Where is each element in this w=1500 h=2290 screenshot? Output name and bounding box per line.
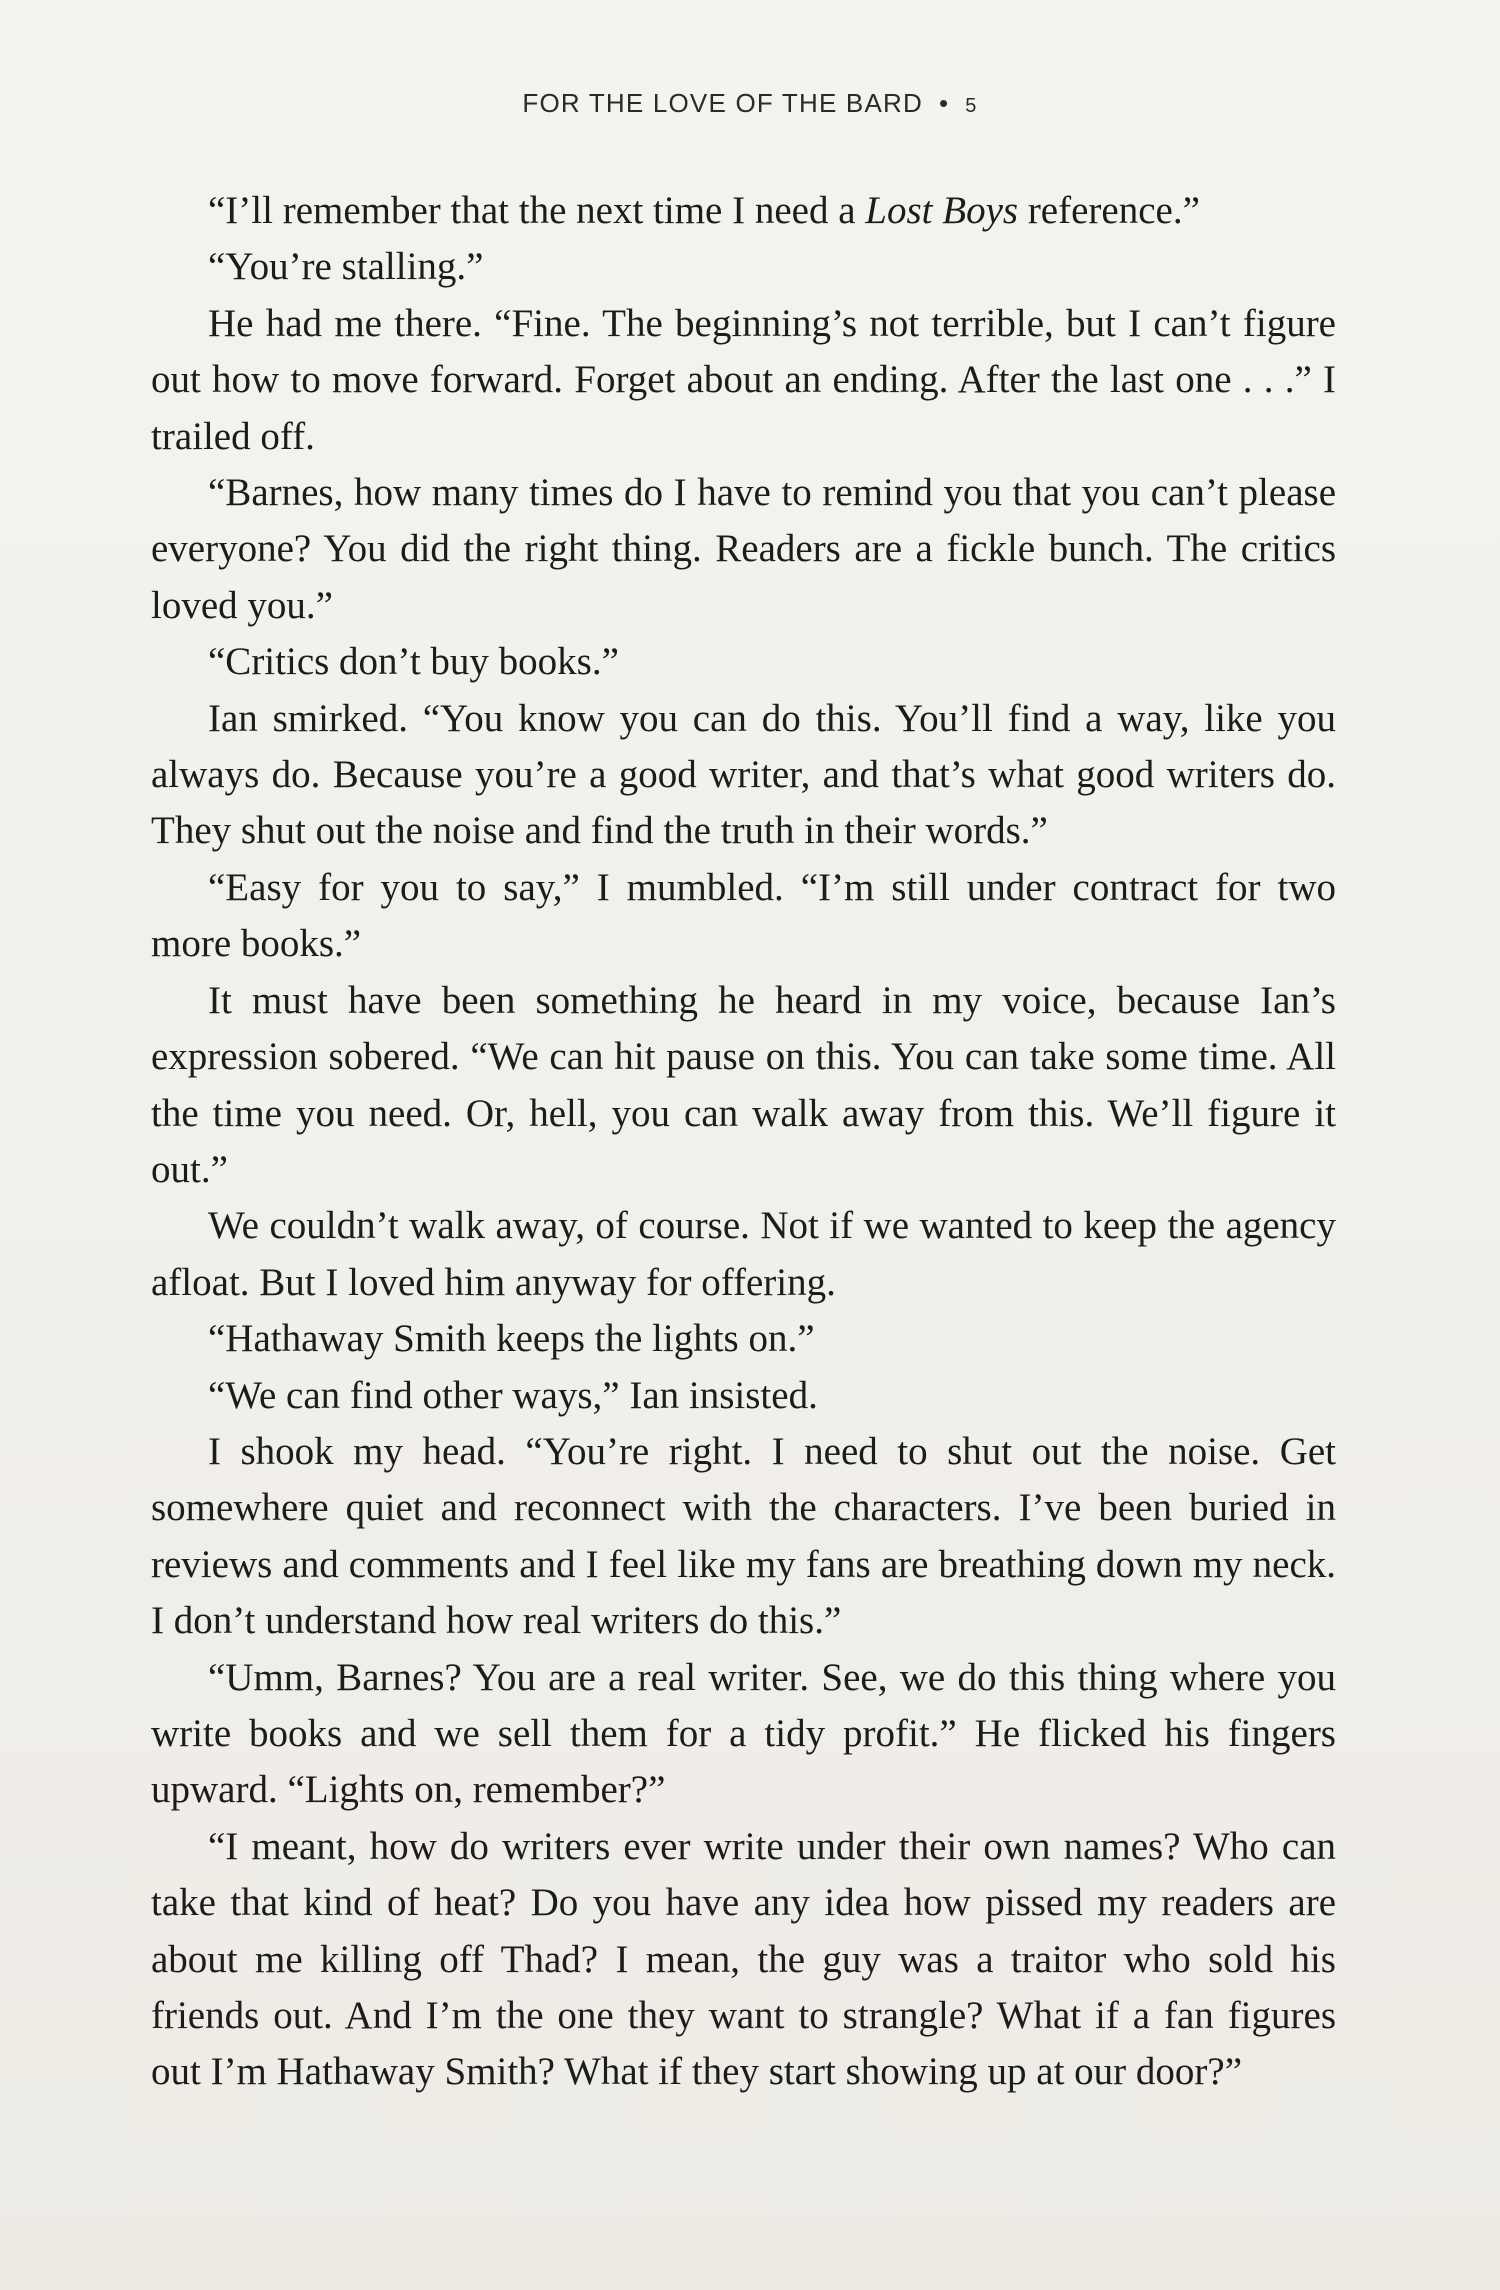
paragraph: “Umm, Barnes? You are a real writer. See, we do this thing where you write books and we sell them for a tidy profit.” He flicked his fingers upward. “Lights on, remember?”: [151, 1655, 1336, 1812]
paragraph: “I meant, how do writers ever write under their own names? Who can take that kind of heat? Do you have any idea how pissed my readers are about me killing off Thad? I mean, the guy was a traitor who sold his friends out. And I’m the one they want to strangle? What if a fan figures out I’m Hathaway Smith? What if they start showing up at our door?”: [151, 1824, 1336, 2094]
running-head: [0, 88, 1500, 119]
paragraph: Ian smirked. “You know you can do this. You’ll find a way, like you always do. Because you’re a good writer, and that’s what good writers do. They shut out the noise and find the truth in their words.”: [151, 696, 1336, 853]
paragraph: “I’ll remember that the next time I need a Lost Boys reference.”: [208, 189, 1200, 232]
running-head-separator: •: [938, 88, 950, 118]
page-number: 5: [965, 95, 978, 117]
paragraph: “Barnes, how many times do I have to remind you that you can’t please everyone? You did the right thing. Readers are a fickle bunch. The critics loved you.”: [151, 471, 1336, 627]
paragraph: “We can find other ways,” Ian insisted.: [208, 1373, 818, 1417]
paragraph: “Critics don’t buy books.”: [208, 640, 619, 684]
paragraph: I shook my head. “You’re right. I need to shut out the noise. Get somewhere quiet and reconnect with the characters. I’ve been buried in reviews and comments and I feel like my fans are breathing down my neck. I don’t understand how real writers do this.”: [151, 1429, 1336, 1643]
paragraph: “Easy for you to say,” I mumbled. “I’m still under contract for two more books.”: [151, 865, 1336, 966]
book-title-italic: Lost Boys: [865, 189, 1019, 232]
body-text: [151, 183, 1336, 2101]
paragraph: “You’re stalling.”: [208, 245, 484, 289]
paragraph: It must have been something he heard in my voice, because Ian’s expression sobered. “We can hit pause on this. You can take some time. All the time you need. Or, hell, you can walk away from this. We’ll figure it out.”: [151, 978, 1336, 1191]
paragraph: We couldn’t walk away, of course. Not if we wanted to keep the agency afloat. But I loved him anyway for offering.: [151, 1204, 1336, 1304]
paragraph: “Hathaway Smith keeps the lights on.”: [208, 1317, 815, 1361]
paragraph: He had me there. “Fine. The beginning’s not terrible, but I can’t figure out how to move forward. Forget about an ending. After the last one . . .” I trailed off.: [151, 301, 1336, 458]
running-head-title: FOR THE LOVE OF THE BARD: [522, 88, 923, 118]
